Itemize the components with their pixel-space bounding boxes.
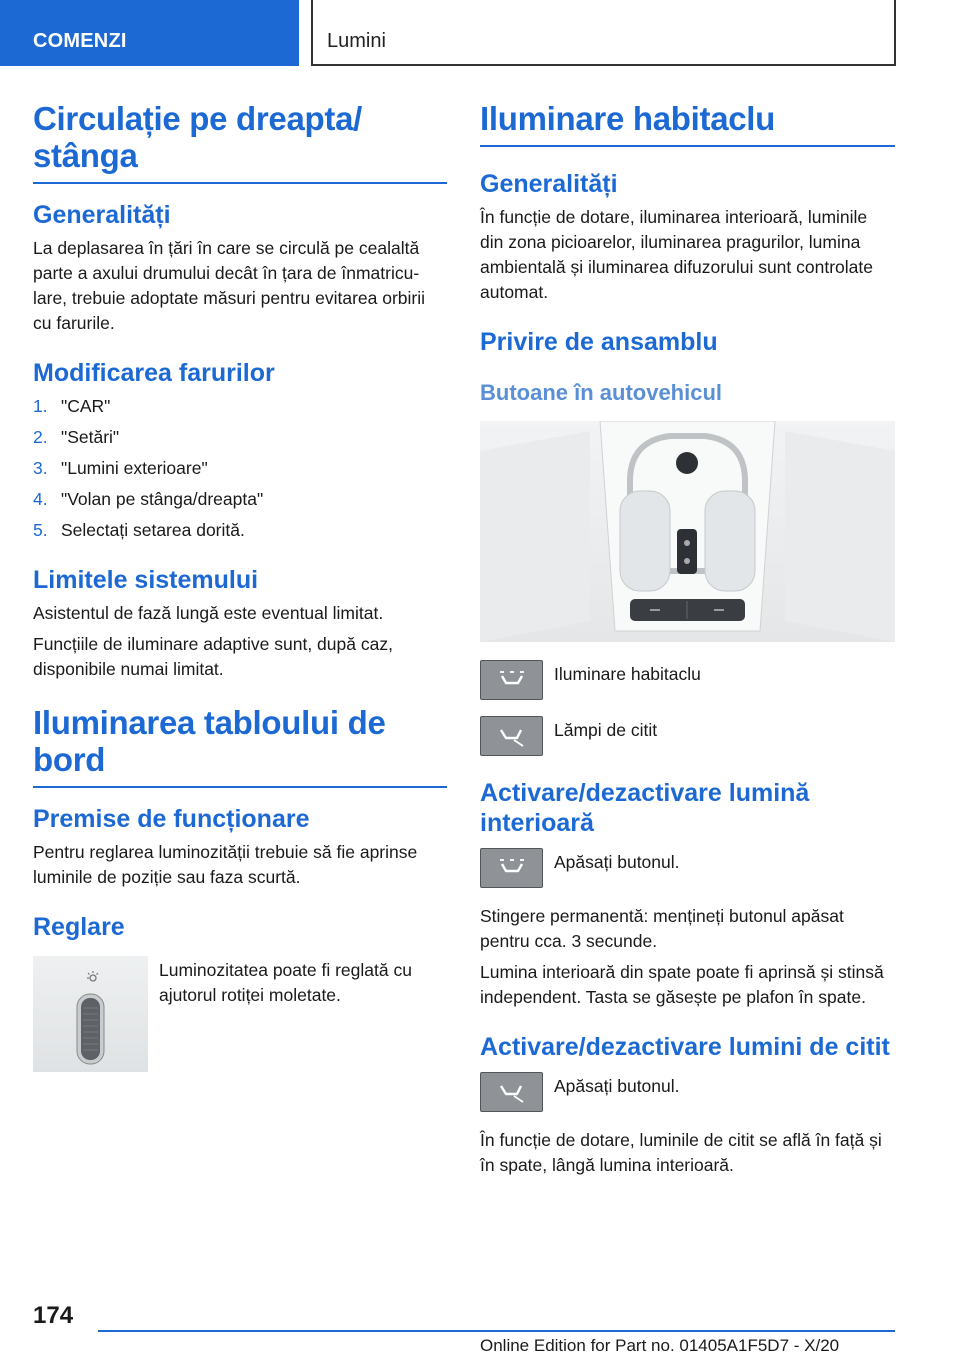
- left-column: [33, 100, 447, 1088]
- list-item: 3. "Lumini exterioare": [33, 458, 208, 478]
- reading-light-label: Lămpi de citit: [554, 720, 658, 740]
- interior-press-row: [480, 848, 895, 888]
- interior-light-label: Iluminare habitaclu: [554, 664, 701, 684]
- footer-divider: [98, 1330, 895, 1332]
- interior-light-icon: [480, 848, 543, 888]
- limits-text-1: Asistentul de fază lungă este eventual limitat.: [33, 603, 384, 623]
- steps-list: [33, 394, 447, 543]
- general-heading: Generalități: [33, 201, 171, 229]
- reading-press-text: Apăsați butonul.: [554, 1076, 680, 1096]
- page-number: 174: [33, 1302, 74, 1329]
- list-item: 2. "Setări": [33, 427, 120, 447]
- reading-light-icon: [480, 1072, 543, 1112]
- section-label: COMENZI: [33, 30, 127, 52]
- roof-console-image: [480, 421, 895, 642]
- prerequisites-heading: Premise de funcționare: [33, 805, 310, 833]
- section-title-traffic: Circulație pe dreapta/ stânga: [33, 100, 447, 184]
- overview-heading: Privire de ansamblu: [480, 328, 718, 356]
- prerequisites-text: Pentru reglarea luminozității trebuie să fie aprinse luminile de poziție sau faza scurtă.: [33, 842, 418, 887]
- list-item: 1. "CAR": [33, 396, 111, 416]
- reading-toggle-heading: Activare/dezactivare lumini de citit: [480, 1033, 890, 1061]
- interior-light-legend: [480, 660, 895, 700]
- edition-text: Online Edition for Part no. 01405A1F5D7 - X/20: [480, 1336, 840, 1355]
- adjust-text: Luminozitatea poate fi reglată cu ajutorul rotiței moletate.: [159, 960, 412, 1005]
- chapter-label: Lumini: [327, 30, 386, 52]
- interior-general-text: În funcție de dotare, iluminarea interioară, luminile din zona picioarelor, iluminarea pragurilor, lumina ambientală și iluminarea difuzorului sunt controlate automat.: [480, 207, 873, 302]
- interior-press-text: Apăsați butonul.: [554, 852, 680, 872]
- headlight-mod-heading: Modificarea farurilor: [33, 359, 275, 387]
- buttons-heading: Butoane în autovehicul: [480, 380, 723, 405]
- section-tab: [0, 0, 299, 66]
- interior-light-icon: [480, 660, 543, 700]
- interior-rear-text: Lumina interioară din spate poate fi aprinsă și stinsă independent. Tasta se găsește pe plafon în spate.: [480, 962, 884, 1007]
- brightness-icon: [87, 971, 98, 981]
- list-item: 4. "Volan pe stânga/dreapta": [33, 489, 264, 509]
- section-title-dashboard: Iluminarea tabloului de bord: [33, 704, 447, 788]
- limits-text-2: Funcțiile de iluminare adaptive sunt, după caz, disponibile numai limitat.: [33, 634, 393, 679]
- reading-light-icon: [480, 716, 543, 756]
- general-text: La deplasarea în țări în care se circulă pe cealaltă parte a axului drumului decât în țara de înmatriculare, trebuie adoptate măsuri pentru evitarea orbirii cu farurile.: [33, 238, 426, 333]
- right-column: [480, 100, 895, 1184]
- interior-general-heading: Generalități: [480, 170, 618, 198]
- limits-heading: Limitele sistemului: [33, 566, 259, 594]
- reading-location-text: În funcție de dotare, luminile de citit se află în față și în spate, lângă lumina interioară.: [480, 1130, 882, 1175]
- interior-permanent-text: Stingere permanentă: mențineți butonul apăsat pentru cca. 3 secunde.: [480, 906, 844, 951]
- reading-light-legend: [480, 716, 895, 756]
- interior-toggle-heading: Activare/dezactivare lumină interioară: [480, 779, 810, 837]
- list-item: 5. Selectați setarea dorită.: [33, 520, 245, 540]
- adjust-row: [33, 956, 447, 1072]
- reading-press-row: [480, 1072, 895, 1112]
- section-title-interior: Iluminare habitaclu: [480, 100, 895, 147]
- chapter-box: [311, 0, 896, 66]
- thumbwheel-image: [33, 956, 148, 1072]
- adjust-heading: Reglare: [33, 913, 125, 941]
